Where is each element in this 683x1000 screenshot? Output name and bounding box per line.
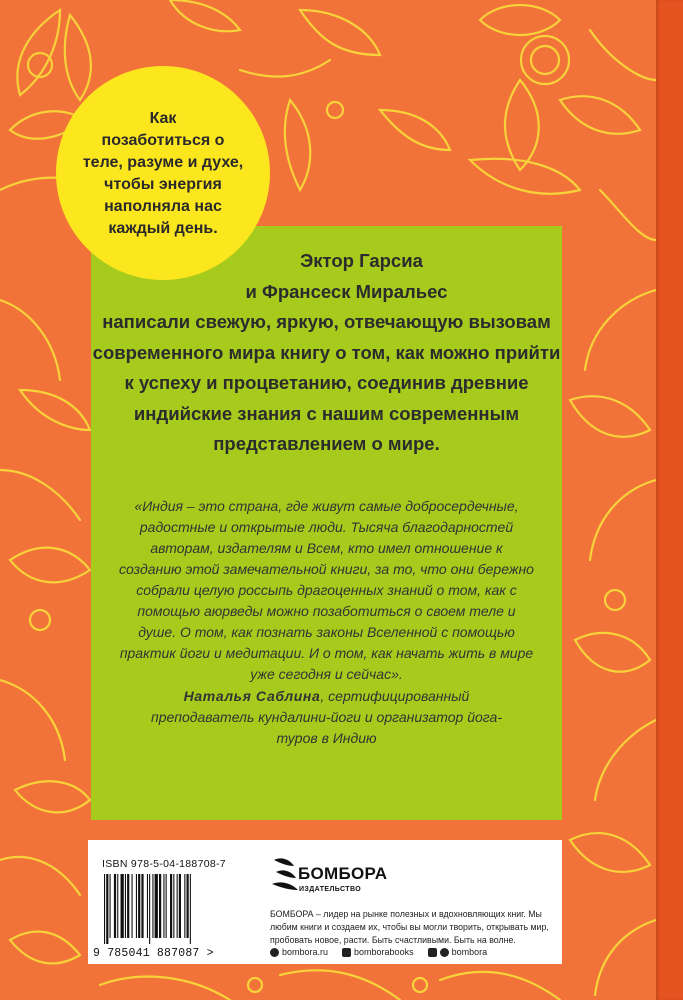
quote-attribution [91, 686, 562, 749]
isbn-label: ISBN 978-5-04-188708-7 [102, 858, 226, 870]
quote-author-description: , сертифицированный преподаватель кундалини-йоги и организатор йога-туров в Индию [150, 688, 503, 746]
barcode-bar [173, 874, 174, 938]
barcode-bar [106, 874, 108, 944]
barcode-bar [152, 874, 153, 938]
publisher-links [270, 947, 560, 957]
barcode-bar [114, 874, 116, 938]
quote-author: Наталья Саблина [183, 688, 321, 704]
barcode-bar [121, 874, 124, 938]
publisher-description: БОМБОРА – лидер на рынке полезных и вдохновляющих книг. Мы любим книги и создаем их, чтобы вы могли творить, открывать мир, пробовать новое, расти. Быть счастливыми. Быть на волне. [270, 909, 549, 945]
barcode-bar [155, 874, 158, 938]
book-spine-edge [656, 0, 683, 1000]
social-link-bombora[interactable]: bombora [428, 947, 488, 957]
barcode-bar [132, 874, 133, 938]
barcode-bar [163, 874, 164, 938]
barcode-bar [170, 874, 172, 938]
barcode-image [102, 874, 236, 944]
blurb-text: написали свежую, яркую, отвечающую вызовам современного мира книгу о том, как можно прийти к успеху и процветанию, соединив древние индийские знания с нашим современным представлением о мире. [92, 311, 561, 454]
review-quote [91, 496, 562, 749]
publisher-name: БОМБОРА [298, 864, 388, 883]
author-line-2: и Франсеск Миральес [245, 280, 448, 302]
barcode-bar [159, 874, 161, 938]
site-link[interactable]: bombora.ru [270, 947, 328, 957]
barcode-bar [179, 874, 181, 938]
barcode-bar [187, 874, 189, 938]
barcode-bar [136, 874, 137, 938]
barcode-bar [141, 874, 143, 938]
barcode-bar [149, 874, 150, 944]
barcode-bar [117, 874, 118, 938]
barcode-bar [166, 874, 167, 938]
barcode-bar [177, 874, 178, 938]
barcode-digits: 9 785041 887087 > [93, 947, 214, 960]
social-network-icon [342, 948, 351, 957]
barcode-bar [110, 874, 111, 938]
barcode-bar [138, 874, 140, 938]
telegram-icon [440, 948, 449, 957]
video-icon [428, 948, 437, 957]
barcode-box [88, 840, 562, 964]
barcode-bar [184, 874, 185, 938]
barcode-bar [127, 874, 129, 938]
barcode-bar [104, 874, 105, 944]
publisher-subtitle: ИЗДАТЕЛЬСТВО [299, 886, 362, 893]
publisher-logo [270, 854, 410, 900]
barcode-bar [190, 874, 191, 944]
author-line-1: Эктор Гарсиа [300, 250, 423, 271]
globe-icon [270, 948, 279, 957]
authors-blurb [91, 246, 562, 460]
social-link-books[interactable]: bomborabooks [342, 947, 414, 957]
barcode-bar [125, 874, 126, 938]
badge-text: Как позаботиться о теле, разуме и духе, чтобы энергия наполняла нас каждый день. [82, 110, 244, 237]
barcode-bar [147, 874, 148, 938]
quote-text: «Индия – это страна, где живут самые добросердечные, радостные и открытые люди. Тысяча благодарностей авторам, издателям и Всем, кто имел отношение к созданию этой замечательной книги, за то, что они бережно собрали целую россыпь драгоценных знаний о том, как с помощью аюрведы можно позаботиться о своем теле и душе. О том, как познать законы Вселенной с помощью практик йоги и медитации. И о том, как начать жить в мире уже сегодня и сейчас». [119, 498, 534, 682]
